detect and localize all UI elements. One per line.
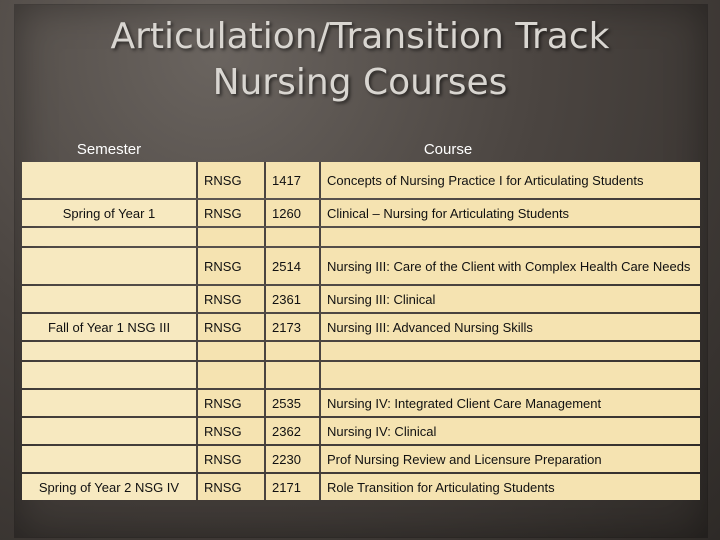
table-row — [22, 200, 700, 226]
semester-cell — [22, 390, 196, 416]
course-title-cell: Nursing IV: Integrated Client Care Management — [319, 390, 700, 416]
semester-cell — [22, 418, 196, 444]
course-prefix-cell: RNSG — [196, 248, 264, 284]
course-prefix-cell: RNSG — [196, 418, 264, 444]
course-title-cell: Role Transition for Articulating Students — [319, 474, 700, 500]
course-prefix-cell — [196, 362, 264, 388]
course-title-cell: Concepts of Nursing Practice I for Articulating Students — [319, 162, 700, 198]
course-table-container — [22, 136, 700, 510]
title-line-1: Articulation/Transition Track — [110, 16, 610, 57]
course-prefix-cell: RNSG — [196, 390, 264, 416]
semester-cell: Fall of Year 1 NSG III — [22, 314, 196, 340]
course-title-cell: Prof Nursing Review and Licensure Preparation — [319, 446, 700, 472]
course-number-cell: 1417 — [264, 162, 319, 198]
table-row — [22, 446, 700, 472]
course-title-cell: Clinical – Nursing for Articulating Students — [319, 200, 700, 226]
course-title-cell: Nursing IV: Clinical — [319, 418, 700, 444]
course-header: Course — [423, 140, 473, 158]
course-prefix-cell: RNSG — [196, 474, 264, 500]
course-prefix-cell: RNSG — [196, 286, 264, 312]
table-row — [22, 342, 700, 360]
course-prefix-cell: RNSG — [196, 446, 264, 472]
semester-cell: Spring of Year 1 — [22, 200, 196, 226]
table-row — [22, 286, 700, 312]
course-title-cell: Nursing III: Care of the Client with Complex Health Care Needs — [319, 248, 700, 284]
course-number-cell — [264, 362, 319, 388]
table-row — [22, 474, 700, 500]
semester-cell — [22, 248, 196, 284]
course-number-cell — [264, 228, 319, 246]
course-prefix-cell — [196, 228, 264, 246]
course-title-cell — [319, 362, 700, 388]
table-row — [22, 228, 700, 246]
semester-header: Semester — [76, 140, 142, 158]
semester-cell — [22, 342, 196, 360]
course-prefix-cell — [196, 342, 264, 360]
course-number-cell — [264, 342, 319, 360]
table-row — [22, 162, 700, 198]
course-prefix-cell: RNSG — [196, 162, 264, 198]
course-number-cell: 2514 — [264, 248, 319, 284]
course-title-cell — [319, 342, 700, 360]
semester-cell — [22, 162, 196, 198]
course-number-cell: 2173 — [264, 314, 319, 340]
course-number-cell: 2171 — [264, 474, 319, 500]
course-number-cell: 2362 — [264, 418, 319, 444]
course-number-cell: 2230 — [264, 446, 319, 472]
course-title-cell — [319, 228, 700, 246]
semester-cell: Spring of Year 2 NSG IV — [22, 474, 196, 500]
course-title-cell: Nursing III: Advanced Nursing Skills — [319, 314, 700, 340]
title-line-2: Nursing Courses — [212, 62, 508, 103]
table-row — [22, 362, 700, 388]
course-table — [22, 136, 700, 502]
course-prefix-cell: RNSG — [196, 200, 264, 226]
table-row — [22, 314, 700, 340]
table-row — [22, 390, 700, 416]
course-number-cell: 2361 — [264, 286, 319, 312]
table-row — [22, 248, 700, 284]
course-prefix-cell: RNSG — [196, 314, 264, 340]
slide-title — [0, 14, 720, 106]
table-row — [22, 418, 700, 444]
semester-cell — [22, 446, 196, 472]
course-number-cell: 1260 — [264, 200, 319, 226]
course-number-cell: 2535 — [264, 390, 319, 416]
course-title-cell: Nursing III: Clinical — [319, 286, 700, 312]
semester-cell — [22, 286, 196, 312]
semester-cell — [22, 228, 196, 246]
semester-cell — [22, 362, 196, 388]
